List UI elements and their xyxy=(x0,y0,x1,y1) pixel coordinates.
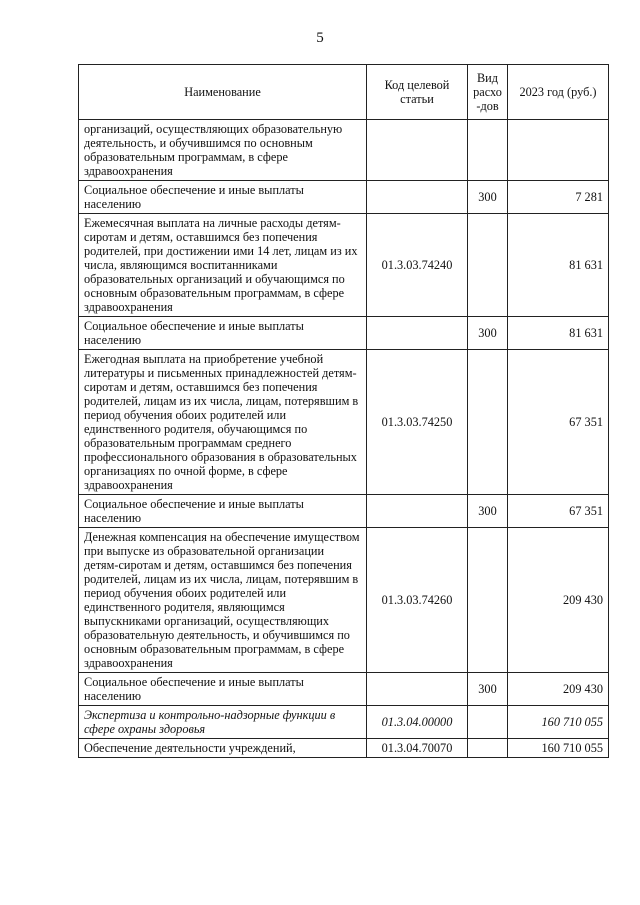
cell-amount: 7 281 xyxy=(508,181,609,214)
cell-amount: 209 430 xyxy=(508,673,609,706)
cell-code xyxy=(367,181,468,214)
cell-name: Обеспечение деятельности учреждений, xyxy=(79,739,367,758)
cell-code: 01.3.03.74250 xyxy=(367,350,468,495)
table-row xyxy=(79,214,609,317)
budget-table xyxy=(78,64,609,758)
cell-name: Денежная компенсация на обеспечение имуществом при выпуске из образовательной организации детям-сиротам и детям, оставшимся без попечения родителей, лицам из их числа, лицам, потерявшим в период обучения обоих родителей или единственного родителя, являющимся выпускниками организаций, осуществляющих образовательную деятельность, и обучившимся по основным образовательным программам, в сфере здравоохранения xyxy=(79,528,367,673)
cell-name: Ежегодная выплата на приобретение учебной литературы и письменных принадлежностей детям-сиротам и детям, оставшимся без попечения родителей, лицам из их числа, лицам, потерявшим в период обучения обоих родителей или единственного родителя, обучающимся по образовательным программам среднего профессионального образования в образовательных организациях по очной форме, в сфере здравоохранения xyxy=(79,350,367,495)
cell-amount xyxy=(508,120,609,181)
cell-name: Социальное обеспечение и иные выплаты населению xyxy=(79,181,367,214)
header-name: Наименование xyxy=(79,65,367,120)
header-kind: Вид расхо-дов xyxy=(468,65,508,120)
cell-kind xyxy=(468,350,508,495)
header-code: Код целевой статьи xyxy=(367,65,468,120)
cell-kind xyxy=(468,120,508,181)
cell-kind: 300 xyxy=(468,495,508,528)
cell-amount: 67 351 xyxy=(508,350,609,495)
cell-code xyxy=(367,495,468,528)
table-row xyxy=(79,350,609,495)
cell-amount: 160 710 055 xyxy=(508,706,609,739)
cell-kind: 300 xyxy=(468,673,508,706)
cell-amount: 67 351 xyxy=(508,495,609,528)
cell-kind: 300 xyxy=(468,317,508,350)
cell-kind xyxy=(468,214,508,317)
cell-kind xyxy=(468,528,508,673)
cell-amount: 81 631 xyxy=(508,317,609,350)
table-body xyxy=(79,120,609,758)
table-row xyxy=(79,317,609,350)
cell-kind xyxy=(468,706,508,739)
cell-code: 01.3.04.00000 xyxy=(367,706,468,739)
cell-code: 01.3.03.74260 xyxy=(367,528,468,673)
table-row xyxy=(79,495,609,528)
cell-kind xyxy=(468,739,508,758)
cell-amount: 209 430 xyxy=(508,528,609,673)
cell-code: 01.3.04.70070 xyxy=(367,739,468,758)
cell-name: Экспертиза и контрольно-надзорные функции в сфере охраны здоровья xyxy=(79,706,367,739)
cell-name: Ежемесячная выплата на личные расходы детям-сиротам и детям, оставшимся без попечения родителей, при достижении ими 14 лет, лицам из их числа, являющимся воспитанниками образовательных организаций и обучающимся по основным образовательным программам, в сфере здравоохранения xyxy=(79,214,367,317)
table-row xyxy=(79,706,609,739)
header-year: 2023 год (руб.) xyxy=(508,65,609,120)
page-number: 5 xyxy=(316,30,324,46)
table-row xyxy=(79,673,609,706)
cell-name: Социальное обеспечение и иные выплаты населению xyxy=(79,317,367,350)
table-row xyxy=(79,120,609,181)
table-header-row xyxy=(79,65,609,120)
cell-code: 01.3.03.74240 xyxy=(367,214,468,317)
table-row xyxy=(79,181,609,214)
table-row xyxy=(79,528,609,673)
cell-code xyxy=(367,317,468,350)
cell-code xyxy=(367,673,468,706)
cell-code xyxy=(367,120,468,181)
cell-name: организаций, осуществляющих образовательную деятельность, и обучившимся по основным образовательным программам, в сфере здравоохранения xyxy=(79,120,367,181)
cell-amount: 160 710 055 xyxy=(508,739,609,758)
cell-name: Социальное обеспечение и иные выплаты населению xyxy=(79,495,367,528)
table-row xyxy=(79,739,609,758)
cell-name: Социальное обеспечение и иные выплаты населению xyxy=(79,673,367,706)
cell-amount: 81 631 xyxy=(508,214,609,317)
cell-kind: 300 xyxy=(468,181,508,214)
